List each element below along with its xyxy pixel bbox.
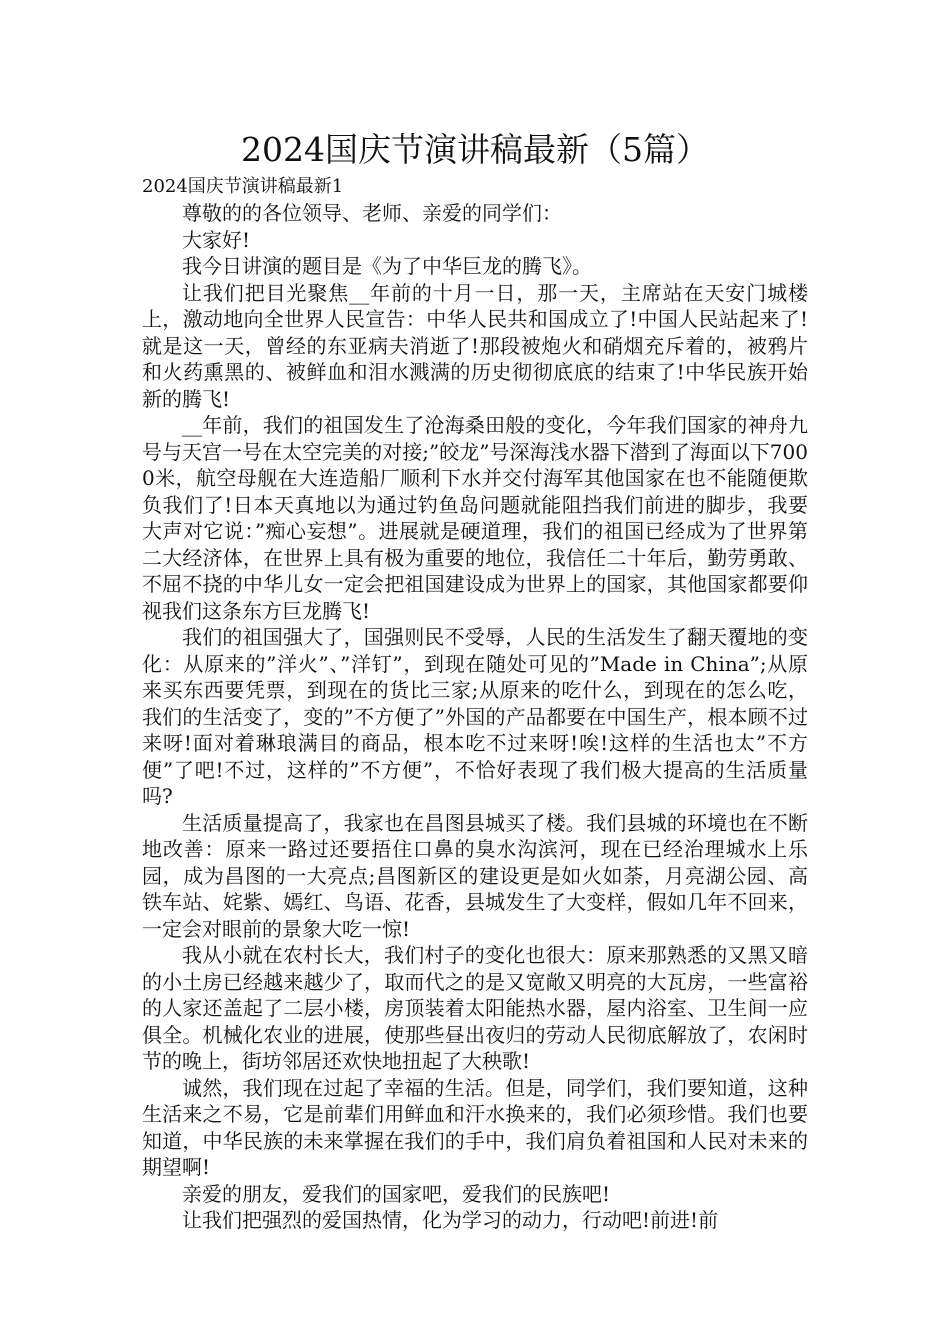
document-title: 2024国庆节演讲稿最新（5篇）	[241, 130, 709, 169]
paragraph: 诚然，我们现在过起了幸福的生活。但是，同学们，我们要知道，这种生活来之不易，它是前辈们用鲜血和汗水换来的，我们必须珍惜。我们也要知道，中华民族的未来掌握在我们的手中，我们肩负着祖国和人民对未来的期望啊!	[142, 1075, 808, 1179]
paragraph-salutation: 尊敬的的各位领导、老师、亲爱的同学们：	[182, 201, 562, 225]
document-body	[142, 174, 808, 1234]
paragraph: 我们的祖国强大了，国强则民不受辱，人民的生活发生了翻天覆地的变化：从原来的”洋火”、”洋钉”，到现在随处可见的”Made in China”;从原来买东西要凭票，到现在的货比三家;从原来的吃什么，到现在的怎么吃，我们的生活变了，变的”不方便了”外国的产品都要在中国生产，根本顾不过来呀!面对着琳琅满目的商品，根本吃不过来呀!唉!这样的生活也太”不方便”了吧!不过，这样的”不方便”，不恰好表现了我们极大提高的生活质量吗?	[142, 625, 808, 808]
paragraph-topic: 我今日讲演的题目是《为了中华巨龙的腾飞》。	[182, 254, 592, 278]
paragraph-greeting: 大家好!	[182, 227, 251, 252]
section-heading: 2024国庆节演讲稿最新1	[142, 176, 344, 197]
paragraph: 我从小就在农村长大，我们村子的变化也很大：原来那熟悉的又黑又暗的小土房已经越来越少了，取而代之的是又宽敞又明亮的大瓦房，一些富裕的人家还盖起了二层小楼，房顶装着太阳能热水器，屋内浴室、卫生间一应俱全。机械化农业的进展，使那些昼出夜归的劳动人民彻底解放了，农闲时节的晚上，街坊邻居还欢快地扭起了大秧歌!	[142, 943, 808, 1073]
paragraph: 让我们把强烈的爱国热情，化为学习的动力，行动吧!前进!前	[182, 1208, 719, 1232]
paragraph: __年前，我们的祖国发生了沧海桑田般的变化，今年我们国家的神舟九号与天宫一号在太空完美的对接;”皎龙”号深海浅水器下潜到了海面以下7000米，航空母舰在大连造船厂顺利下水并交付海军其他国家在也不能随便欺负我们了!日本天真地以为通过钓鱼岛问题就能阻挡我们前进的脚步，我要大声对它说：”痴心妄想”。进展就是硬道理，我们的祖国已经成为了世界第二大经济体，在世界上具有极为重要的地位，我信任二十年后，勤劳勇敢、不屈不挠的中华儿女一定会把祖国建设成为世界上的国家，其他国家都要仰视我们这条东方巨龙腾飞!	[142, 413, 808, 623]
paragraph: 让我们把目光聚焦__年前的十月一日，那一天，主席站在天安门城楼上，激动地向全世界人民宣告：中华人民共和国成立了!中国人民站起来了!就是这一天，曾经的东亚病夫消逝了!那段被炮火和硝烟充斥着的，被鸦片和火药熏黑的、被鲜血和泪水溅满的历史彻彻底底的结束了!中华民族开始新的腾飞!	[142, 280, 808, 411]
paragraph: 亲爱的朋友，爱我们的国家吧，爱我们的民族吧!	[182, 1181, 611, 1206]
paragraph: 生活质量提高了，我家也在昌图县城买了楼。我们县城的环境也在不断地改善：原来一路过还要捂住口鼻的臭水沟滨河，现在已经治理城水上乐园，成为昌图的一大亮点;昌图新区的建设更是如火如荼，月亮湖公园、高铁车站、姹紫、嫣红、鸟语、花香，县城发生了大变样，假如几年不回来，一定会对眼前的景象大吃一惊!	[142, 810, 808, 941]
